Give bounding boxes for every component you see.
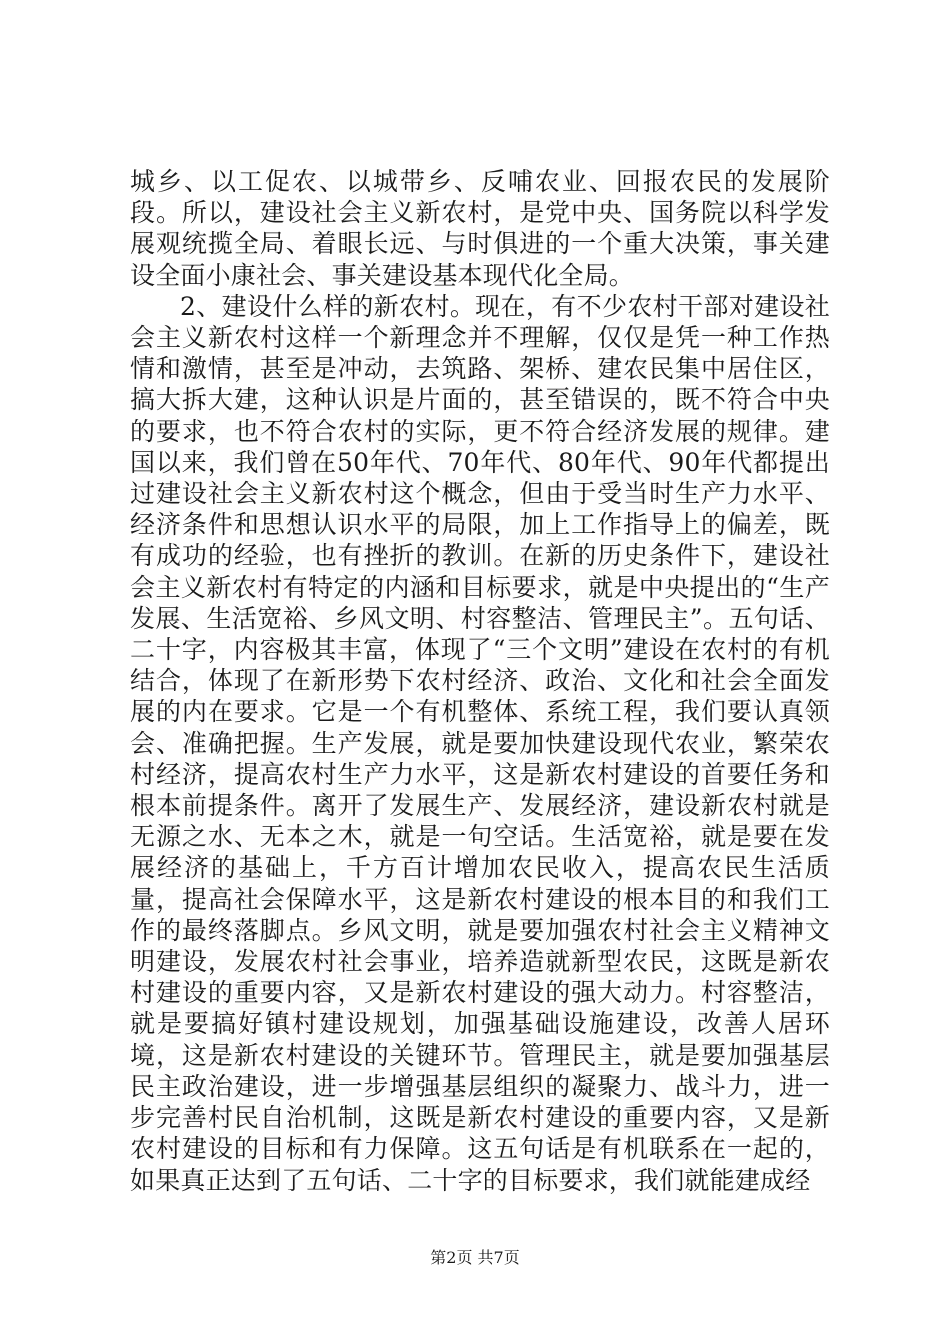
page-number-footer: 第2页 共7页 <box>430 1248 520 1267</box>
paragraph-continuation: 城乡、以工促农、以城带乡、反哺农业、回报农民的发展阶段。所以，建设社会主义新农村，是党中央、国务院以科学发展观统揽全局、着眼长远、与时俱进的一个重大决策，事关建设全面小康社会、事关建设基本现代化全局。 <box>130 167 830 290</box>
paragraph-section-2: 2、建设什么样的新农村。现在，有不少农村干部对建设社会主义新农村这样一个新理念并不理解，仅仅是凭一种工作热情和激情，甚至是冲动，去筑路、架桥、建农民集中居住区，搞大拆大建，这种认识是片面的，甚至错误的，既不符合中央的要求，也不符合农村的实际，更不符合经济发展的规律。建国以来，我们曾在50年代、70年代、80年代、90年代都提出过建设社会主义新农村这个概念，但由于受当时生产力水平、经济条件和思想认识水平的局限，加上工作指导上的偏差，既有成功的经验，也有挫折的教训。在新的历史条件下，建设社会主义新农村有特定的内涵和目标要求，就是中央提出的“生产发展、生活宽裕、乡风文明、村容整洁、管理民主”。五句话、二十字，内容极其丰富，体现了“三个文明”建设在农村的有机结合，体现了在新形势下农村经济、政治、文化和社会全面发展的内在要求。它是一个有机整体、系统工程，我们要认真领会、准确把握。生产发展，就是要加快建设现代农业，繁荣农村经济，提高农村生产力水平，这是新农村建设的首要任务和根本前提条件。离开了发展生产、发展经济，建设新农村就是无源之水、无本之木，就是一句空话。生活宽裕，就是要在发展经济的基础上，千方百计增加农民收入，提高农民生活质量，提高社会保障水平，这是新农村建设的根本目的和我们工作的最终落脚点。乡风文明，就是要加强农村社会主义精神文明建设，发展农村社会事业，培养造就新型农民，这既是新农村建设的重要内容，又是新农村建设的强大动力。村容整洁，就是要搞好镇村建设规划，加强基础设施建设，改善人居环境，这是新农村建设的关键环节。管理民主，就是要加强基层民主政治建设，进一步增强基层组织的凝聚力、战斗力，进一步完善村民自治机制，这既是新农村建设的重要内容，又是新农村建设的目标和有力保障。这五句话是有机联系在一起的，如果真正达到了五句话、二十字的目标要求，我们就能建成经 <box>130 291 830 1195</box>
document-body <box>130 166 830 1196</box>
